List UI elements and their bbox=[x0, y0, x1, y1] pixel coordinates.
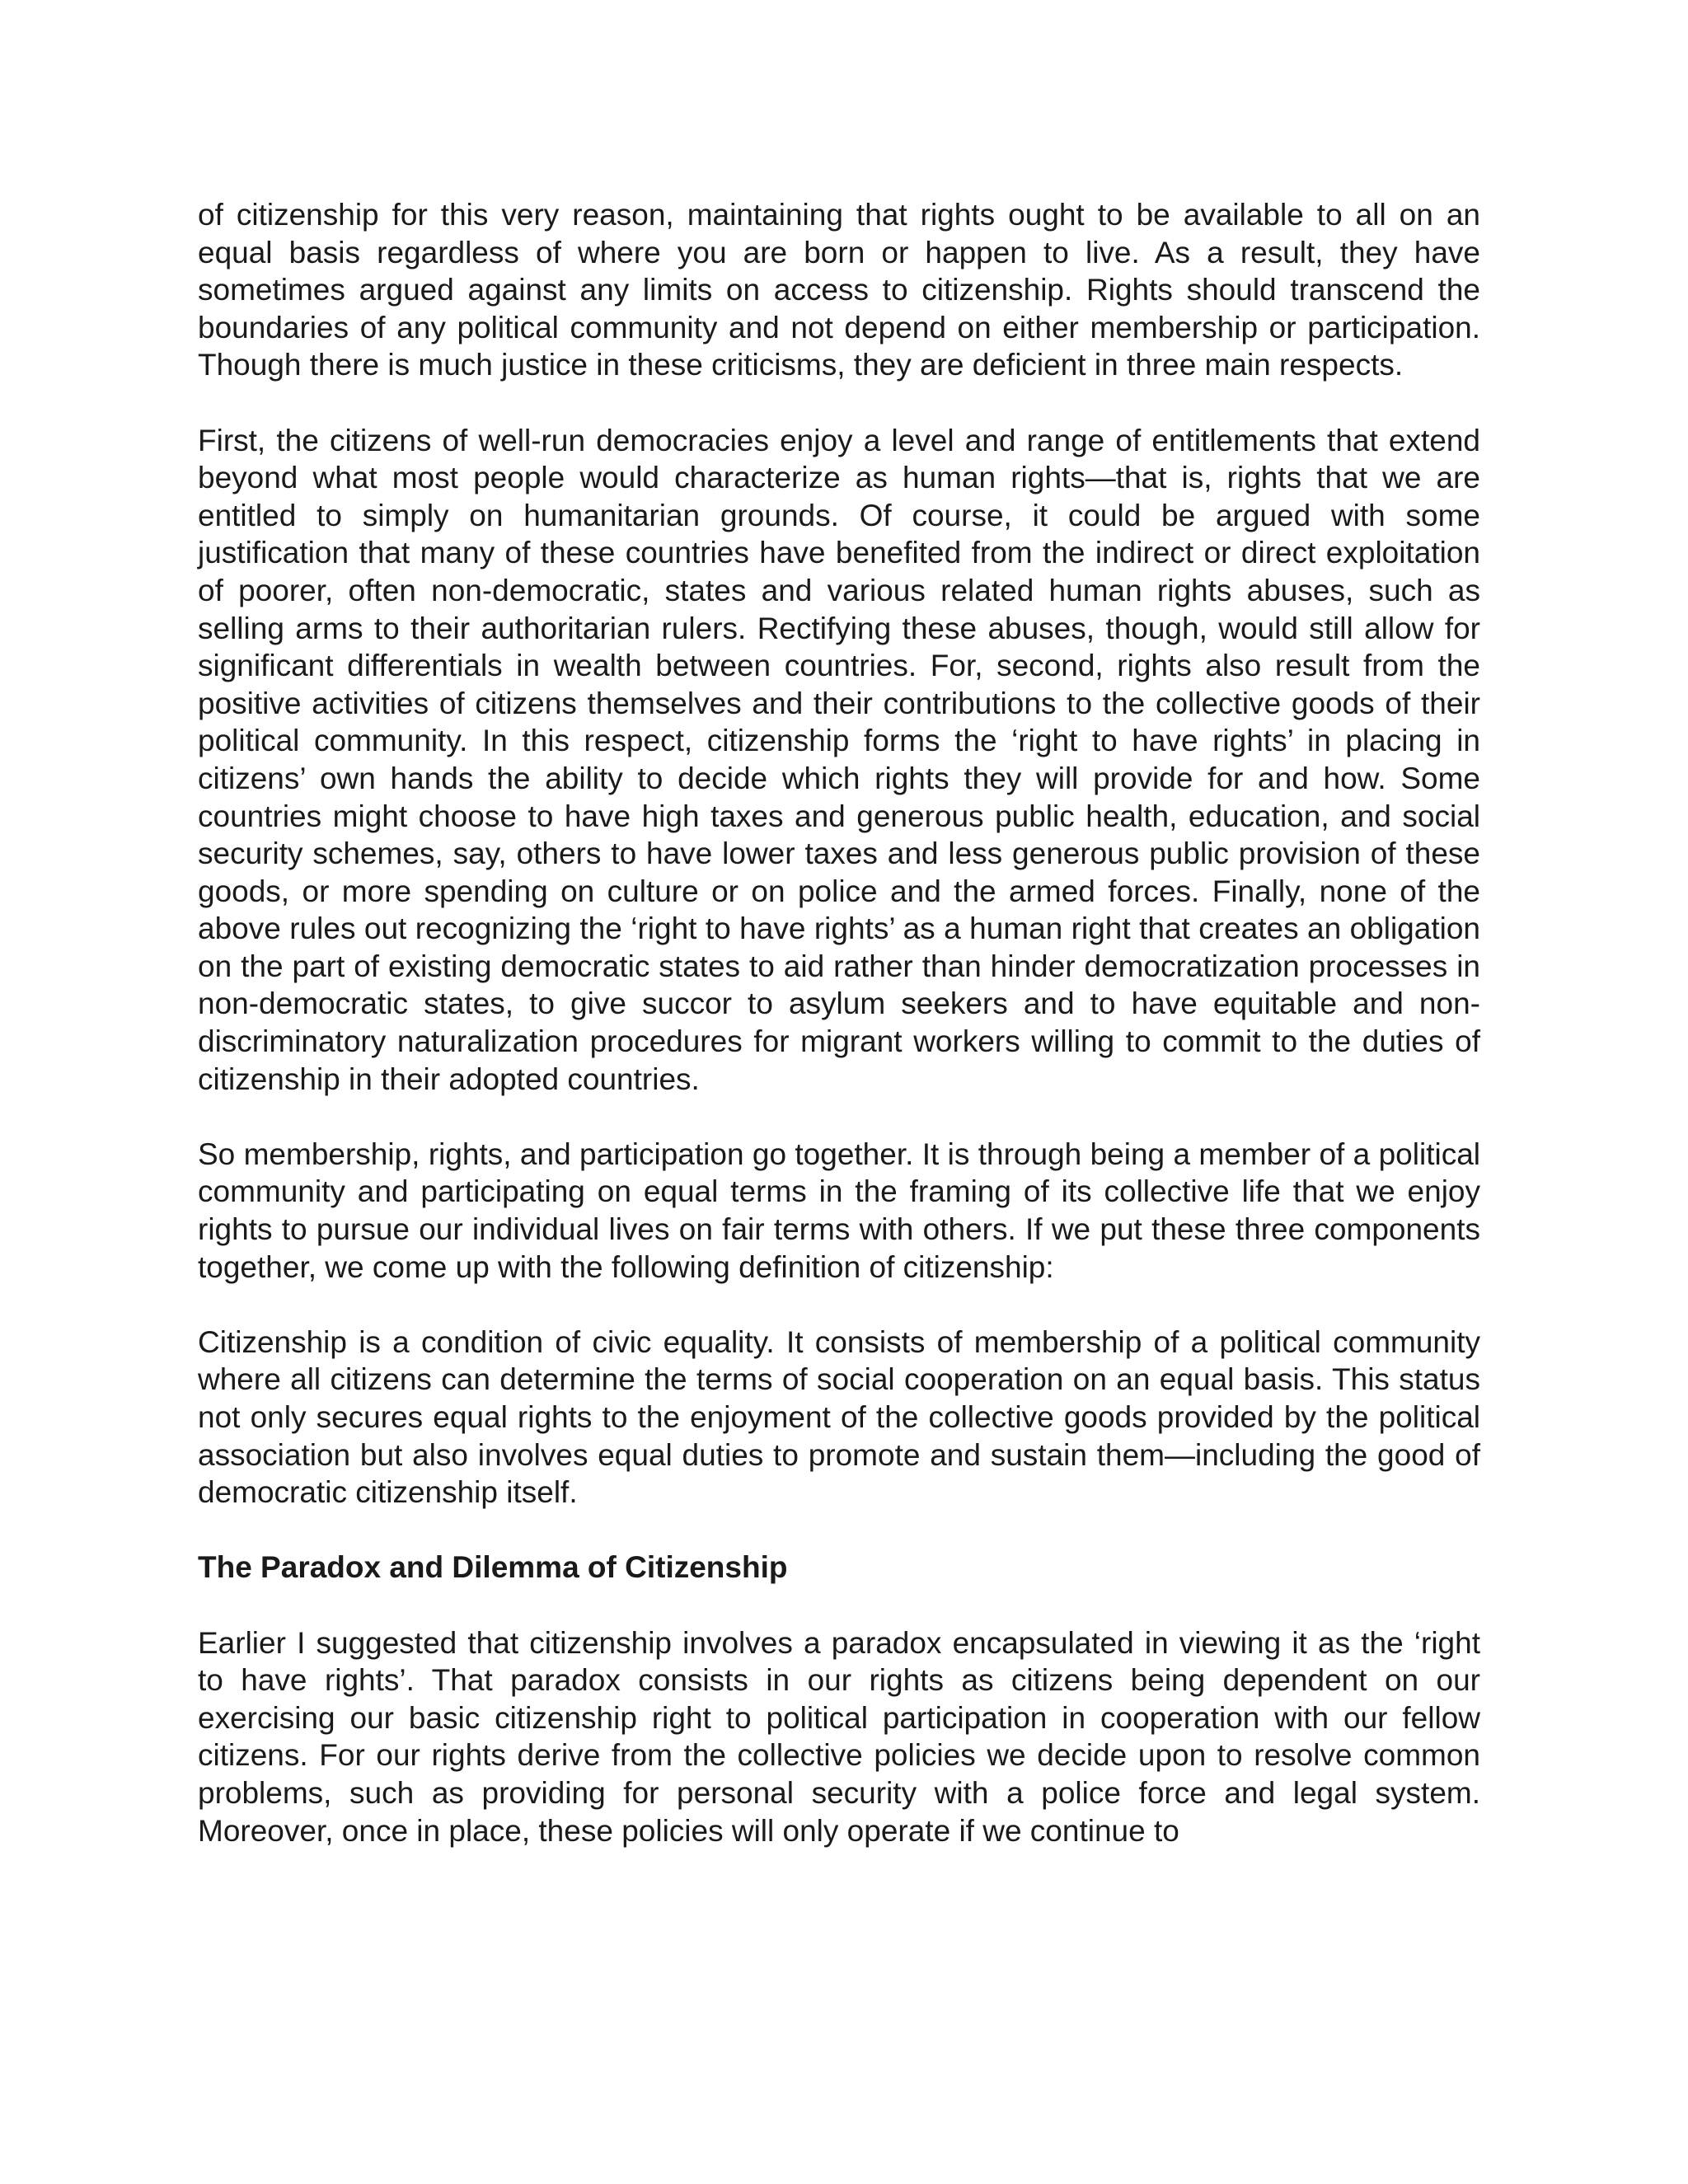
paragraph-paradox: Earlier I suggested that citizenship involves a paradox encapsulated in viewing it as the ‘right to have rights’. That paradox consists in our rights as citizens being dependent on our exercising our basic citizenship right to political participation in cooperation with our fellow citizens. For our rights derive from the collective policies we decide upon to resolve common problems, such as providing for personal security with a police force and legal system. Moreover, once in place, these policies will only operate if we continue to bbox=[198, 1625, 1480, 1848]
paragraph-membership-rights-participation: So membership, rights, and participation go together. It is through being a member of a political community and participating on equal terms in the framing of its collective life that we enjoy rights to pursue our individual lives on fair terms with others. If we put these three components together, we come up with the following definition of citizenship: bbox=[198, 1137, 1480, 1284]
document-body bbox=[198, 196, 1480, 1887]
paragraph-first-second-finally: First, the citizens of well-run democracies enjoy a level and range of entitlements that extend beyond what most people would characterize as human rights—that is, rights that we are entitled to simply on humanitarian grounds. Of course, it could be argued with some justification that many of these countries have benefited from the indirect or direct exploitation of poorer, often non-democratic, states and various related human rights abuses, such as selling arms to their authoritarian rulers. Rectifying these abuses, though, would still allow for significant differentials in wealth between countries. For, second, rights also result from the positive activities of citizens themselves and their contributions to the collective goods of their political community. In this respect, citizenship forms the ‘right to have rights’ in placing in citizens’ own hands the ability to decide which rights they will provide for and how. Some countries might choose to have high taxes and generous public health, education, and social security schemes, say, others to have lower taxes and less generous public provision of these goods, or more spending on culture or on police and the armed forces. Finally, none of the above rules out recognizing the ‘right to have rights’ as a human right that creates an obligation on the part of existing democratic states to aid rather than hinder democratization processes in non-democratic states, to give succor to asylum seekers and to have equitable and non-discriminatory naturalization procedures for migrant workers willing to commit to the duties of citizenship in their adopted countries. bbox=[198, 423, 1480, 1096]
section-heading: The Paradox and Dilemma of Citizenship bbox=[198, 1550, 788, 1585]
paragraph-intro: of citizenship for this very reason, maintaining that rights ought to be available to all on an equal basis regardless of where you are born or happen to live. As a result, they have sometimes argued against any limits on access to citizenship. Rights should transcend the boundaries of any political community and not depend on either membership or participation. Though there is much justice in these criticisms, they are deficient in three main respects. bbox=[198, 198, 1480, 382]
paragraph-citizenship-definition: Citizenship is a condition of civic equality. It consists of membership of a political community where all citizens can determine the terms of social cooperation on an equal basis. This status not only secures equal rights to the enjoyment of the collective goods provided by the political association but also involves equal duties to promote and sustain them—including the good of democratic citizenship itself. bbox=[198, 1324, 1480, 1510]
